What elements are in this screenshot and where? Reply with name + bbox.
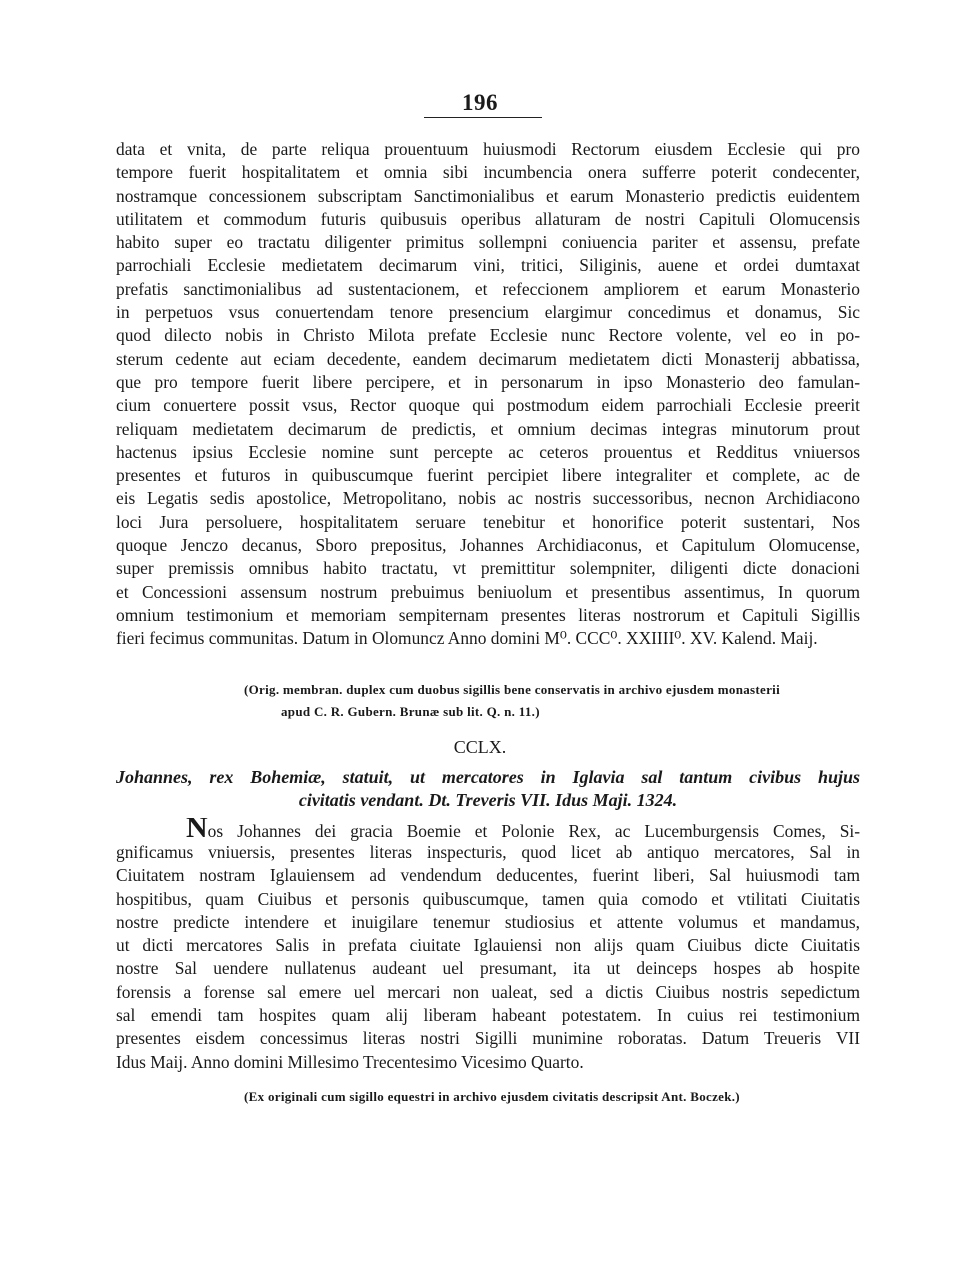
text-line: Ciuitatem nostram Iglauiensem ad vendendum deducentes, fuerint liberi, Sal huiusmodi tam <box>116 865 860 886</box>
text-line: gnificamus vniuersis, presentes literas inspecturis, quod licet ab antiquo mercatores, Sal in <box>116 842 860 862</box>
text-line: nostre Sal uendere nullatenus audeant uel presumant, ita ut deinceps hospes ab hospite <box>116 958 860 979</box>
text-line: nostramque concessionem subscriptam Sanctimonialibus et earum Monasterio predictis euidentem <box>116 185 860 206</box>
text-line: super premissis omnibus habito tractatu, vt premittitur solempniter, diligenti dicte donacioni <box>116 558 860 579</box>
page-number: 196 <box>462 90 498 115</box>
text-line: loci Jura persoluere, hospitalitatem seruare tenebitur et honorifice poterit sustentari, Nos <box>116 511 860 532</box>
text-line: utilitatem et commodum futuris quibusuis operibus allaturam de nostri Capituli Olomucensis <box>116 208 860 229</box>
text-line: in perpetuos vsus conuertendam tenore presencium elargimur concedimus et donamus, Sic <box>116 302 860 323</box>
document-number: CCLX. <box>453 737 507 757</box>
text-line: forensis a forense sal emere uel mercari non ualeat, sed a dictis Ciuibus nostris sepedictum <box>116 981 860 1002</box>
second-document-text <box>116 841 860 1074</box>
first-source-note-line-2: apud C. R. Gubern. Brunæ sub lit. Q. n. 11.) <box>281 704 540 719</box>
text-line: et Concessioni assensum nostrum prebuimus beniuolum et presentibus assentimus, In quorum <box>116 581 860 602</box>
text-line: presentes eisdem concessimus literas nostri Sigilli munimine roboratas. Datum Treueris VII <box>116 1028 860 1049</box>
document-summary-line-2: civitatis vendant. Dt. Treveris VII. Idus Maji. 1324. <box>298 790 678 810</box>
document-summary-line-1: Johannes, rex Bohemiæ, statuit, ut mercatores in Iglavia sal tantum civibus hujus <box>116 767 860 787</box>
second-document-first-line <box>116 818 860 841</box>
text-line: hospitibus, quam Ciuibus et personis quibuscumque, tamen quia comodo et vtilitati Ciuitatis <box>116 888 860 909</box>
first-line-text: os Johannes dei gracia Boemie et Polonie Rex, ac Lucemburgensis Comes, Si- <box>207 821 860 841</box>
text-line: hactenus ipsius Ecclesie nomine sunt percepte ac ceteros prouentus et Redditus vniuersos <box>116 441 860 462</box>
first-source-note-line-1: (Orig. membran. duplex cum duobus sigillis bene conservatis in archivo ejusdem monasterii <box>244 682 781 697</box>
text-line: tempore fuerit hospitalitatem et omnia sibi incumbencia onera sufferre poterit condecenter, <box>116 162 860 183</box>
text-line: fieri fecimus communitas. Datum in Olomuncz Anno domini M⁰. CCC⁰. XXIIII⁰. XV. Kalend. Maij. <box>116 628 818 649</box>
text-line: habito super eo tractatu diligenter primitus sollempni coniuencia pariter et assensu, prefate <box>116 232 860 253</box>
text-line: eis Legatis sedis apostolice, Metropolitano, nobis ac nostris successoribus, necnon Archidiacono <box>116 488 860 509</box>
text-line: data et vnita, de parte reliqua prouentuum huiusmodi Rectorum eiusdem Ecclesie qui pro <box>116 139 860 159</box>
header-rule <box>424 117 542 118</box>
text-line: sal emendi tam hospites quam alij liberam habeant potestatem. In cuius rei testimonium <box>116 1005 860 1026</box>
text-line: prefatis sanctimonialibus ad sustentacionem, et refeccionem ampliorem et earum Monasterio <box>116 278 860 299</box>
text-line: Idus Maij. Anno domini Millesimo Trecentesimo Vicesimo Quarto. <box>116 1051 584 1072</box>
text-line: quoque Jenczo decanus, Sboro prepositus, Johannes Archidiaconus, et Capitulum Olomucense, <box>116 535 860 556</box>
first-document-text <box>116 138 860 651</box>
text-line: parrochiali Ecclesie medietatem decimarum vini, tritici, Siliginis, auene et ordei dumtaxat <box>116 255 860 276</box>
text-line: reliquam medietatem decimarum de predictis, et omnium decimas integras minutorum prout <box>116 418 860 439</box>
text-line: presentes et futuros in quibuscumque fuerint percipiet libere integraliter et complete, ac de <box>116 465 860 486</box>
text-line: sterum cedente aut eciam decedente, eandem decimarum medietatem dicti Monasterij abbatissa, <box>116 348 860 369</box>
text-line: quod dilecto nobis in Christo Milota prefate Ecclesie nunc Rectore volente, vel eo in po- <box>116 325 860 346</box>
text-line: ut dicti mercatores Salis in prefata ciuitate Iglauiensi non alijs quam Ciuibus dicte Ciuitatis <box>116 935 860 956</box>
text-line: que pro tempore fuerit libere percipere, et in personarum in ipso Monasterio deo famulan- <box>116 371 860 392</box>
text-line: omnium testimonium et memoriam sempiternam presentes literas nostrorum et Capituli Sigillis <box>116 604 860 625</box>
second-source-note: (Ex originali cum sigillo equestri in archivo ejusdem civitatis descripsit Ant. Boczek.) <box>244 1089 740 1104</box>
text-line: cium conuertere possit vsus, Rector quoque qui postmodum eidem parrochiali Ecclesie preerit <box>116 395 860 416</box>
drop-initial: N <box>186 818 208 842</box>
text-line: nostre predicte intendere et inuigilare tenemur studiosius et attente volumus et mandamus, <box>116 911 860 932</box>
